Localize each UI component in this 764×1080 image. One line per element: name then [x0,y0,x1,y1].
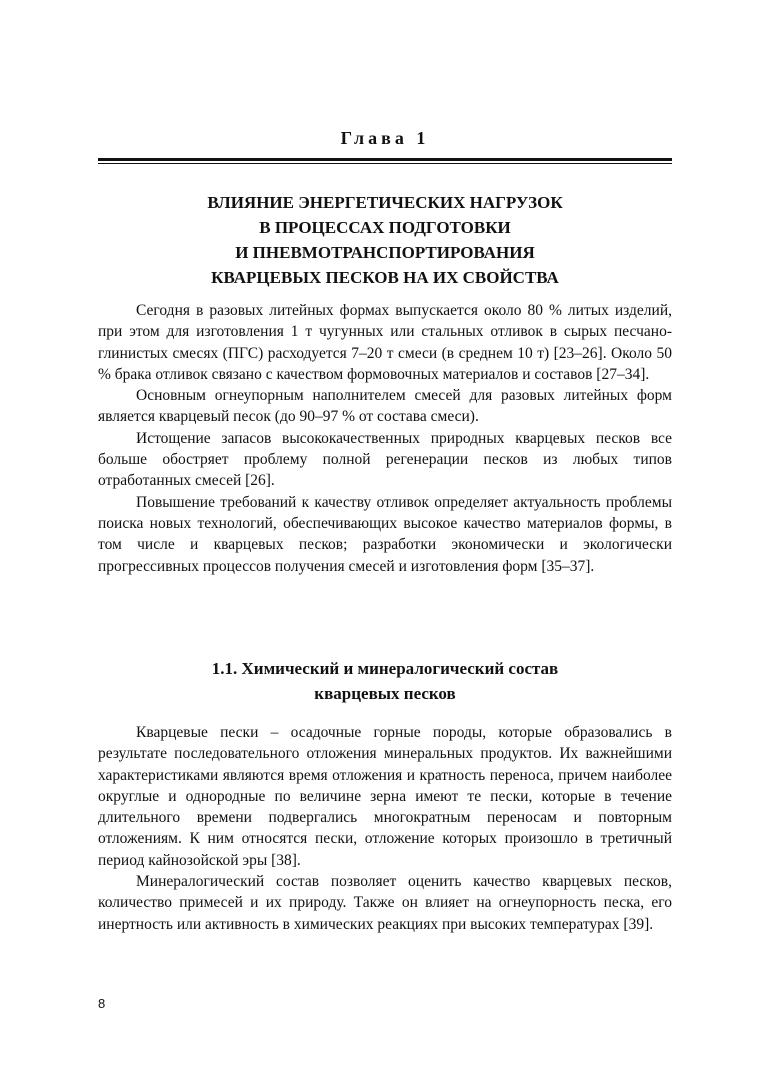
section-paragraph: Минералогический состав позволяет оценить качество кварцевых песков, количество примесей и их природу. Также он влияет на огнеупорность песка, его инертность или активность в химических реакциях при высоких температурах [39]. [98,873,672,933]
chapter-label: Глава 1 [340,128,430,148]
chapter-title-line: КВАРЦЕВЫХ ПЕСКОВ НА ИХ СВОЙСТВА [211,268,559,287]
section-title [98,656,672,706]
chapter-title-line: И ПНЕВМОТРАНСПОРТИРОВАНИЯ [235,243,535,262]
intro-paragraph: Повышение требований к качеству отливок определяет актуальность проблемы поиска новых технологий, обеспечивающих высокое качество материалов формы, в том числе и кварцевых песков; разработки экономически и экологически прогрессивных процессов получения смесей и изготовления форм [35–37]. [98,493,672,575]
chapter-title-line: ВЛИЯНИЕ ЭНЕРГЕТИЧЕСКИХ НАГРУЗОК [207,193,563,212]
intro-paragraph: Основным огнеупорным наполнителем смесей для разовых литейных форм является кварцевый песок (до 90–97 % от состава смеси). [98,387,672,426]
chapter-rule-thin [98,163,672,164]
intro-text [98,300,672,577]
page-number: 8 [98,996,106,1011]
section-title-line: 1.1. Химический и минералогический состав [211,659,559,678]
chapter-title [98,190,672,290]
section-title-line: кварцевых песков [314,684,456,703]
section-text [98,722,672,935]
section-paragraph: Кварцевые пески – осадочные горные породы, которые образовались в результате последовательного отложения минеральных продуктов. Их важнейшими характеристиками являются время отложения и кратность переноса, причем наиболее округлые и однородные по величине зерна имеют те пески, которые в течение длительного времени подвергались многократным переносам и повторным отложениям. К ним относятся пески, отложение которых произошло в третичный период кайнозойской эры [38]. [98,724,672,869]
intro-paragraph: Сегодня в разовых литейных формах выпускается около 80 % литых изделий, при этом для изготовления 1 т чугунных или стальных отливок в сырых песчано-глинистых смесях (ПГС) расходуется 7–20 т смеси (в среднем 10 т) [23–26]. Около 50 % брака отливок связано с качеством формовочных материалов и составов [27–34]. [98,302,672,383]
chapter-rule-thick [98,158,672,161]
chapter-title-line: В ПРОЦЕССАХ ПОДГОТОВКИ [259,218,511,237]
intro-paragraph: Истощение запасов высококачественных природных кварцевых песков все больше обостряет проблему полной регенерации песков из любых типов отработанных смесей [26]. [98,429,672,490]
